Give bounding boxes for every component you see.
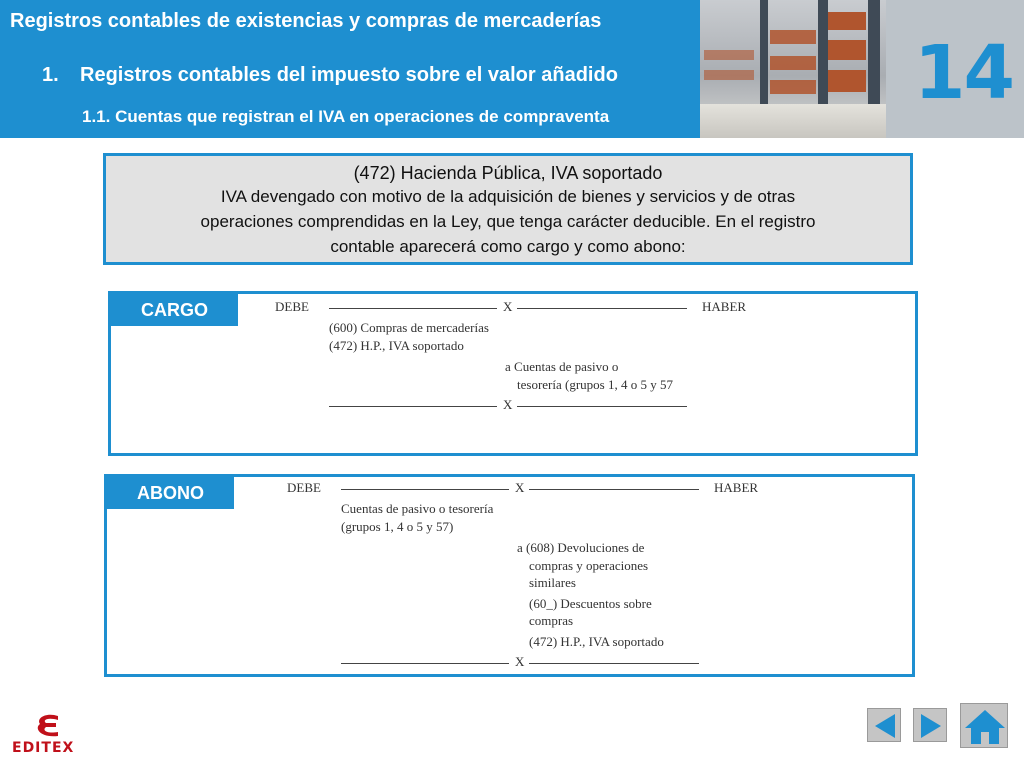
prev-arrow-icon xyxy=(868,709,902,743)
journal-credit-line: compras xyxy=(529,613,574,628)
journal-debit-line: Cuentas de pasivo o tesorería xyxy=(341,501,494,516)
journal-debit-line: (grupos 1, 4 o 5 y 57) xyxy=(341,519,454,534)
account-title: (472) Hacienda Pública, IVA soportado xyxy=(353,163,663,183)
journal-credit-line: a Cuentas de pasivo o xyxy=(505,359,619,374)
section-heading xyxy=(42,64,618,87)
debe-label: DEBE xyxy=(275,299,309,314)
journal-credit-line: (472) H.P., IVA soportado xyxy=(529,634,664,649)
journal-credit-line: a (608) Devoluciones de xyxy=(517,540,645,555)
journal-credit-line: (60_) Descuentos sobre xyxy=(529,596,652,611)
chapter-badge xyxy=(886,0,1024,138)
abono-panel xyxy=(104,474,915,677)
home-icon xyxy=(961,704,1009,749)
account-description xyxy=(106,184,910,259)
description-line: IVA devengado con motivo de la adquisición de bienes y servicios y de otras xyxy=(220,187,796,206)
cargo-panel xyxy=(108,291,918,456)
journal-credit-line: tesorería (grupos 1, 4 o 5 y 57 xyxy=(517,377,673,392)
prev-slide-button[interactable] xyxy=(867,708,901,742)
next-slide-button[interactable] xyxy=(913,708,947,742)
chapter-number: 14 xyxy=(914,30,1013,116)
haber-label: HABER xyxy=(702,299,747,314)
x-label: X xyxy=(515,480,525,495)
logo-text: EDITEX xyxy=(12,740,75,756)
journal-credit-line: compras y operaciones xyxy=(529,558,649,573)
x-label: X xyxy=(503,397,513,412)
cargo-tag: CARGO xyxy=(111,294,238,326)
subsection-heading: 1.1. Cuentas que registran el IVA en operaciones de compraventa xyxy=(82,107,610,126)
warehouse-photo xyxy=(700,0,886,138)
slide-title: Registros contables de existencias y compras de mercaderías xyxy=(10,10,602,32)
editex-logo xyxy=(10,710,80,760)
section-title: Registros contables del impuesto sobre el valor añadido xyxy=(80,64,618,86)
description-line: contable aparecerá como cargo y como abono: xyxy=(330,237,686,256)
journal-debit-line: (472) H.P., IVA soportado xyxy=(329,338,464,353)
description-line: operaciones comprendidas en la Ley, que tenga carácter deducible. En el registro xyxy=(200,212,816,231)
x-label: X xyxy=(503,299,513,314)
home-button[interactable] xyxy=(960,703,1008,748)
abono-tag: ABONO xyxy=(107,477,234,509)
x-label: X xyxy=(515,654,525,669)
editex-logo-icon xyxy=(32,712,66,742)
journal-credit-line: similares xyxy=(529,575,576,590)
haber-label: HABER xyxy=(714,480,759,495)
section-number: 1. xyxy=(42,64,59,86)
debe-label: DEBE xyxy=(287,480,321,495)
account-definition-box xyxy=(103,153,913,265)
next-arrow-icon xyxy=(914,709,948,743)
journal-debit-line: (600) Compras de mercaderías xyxy=(329,320,489,335)
